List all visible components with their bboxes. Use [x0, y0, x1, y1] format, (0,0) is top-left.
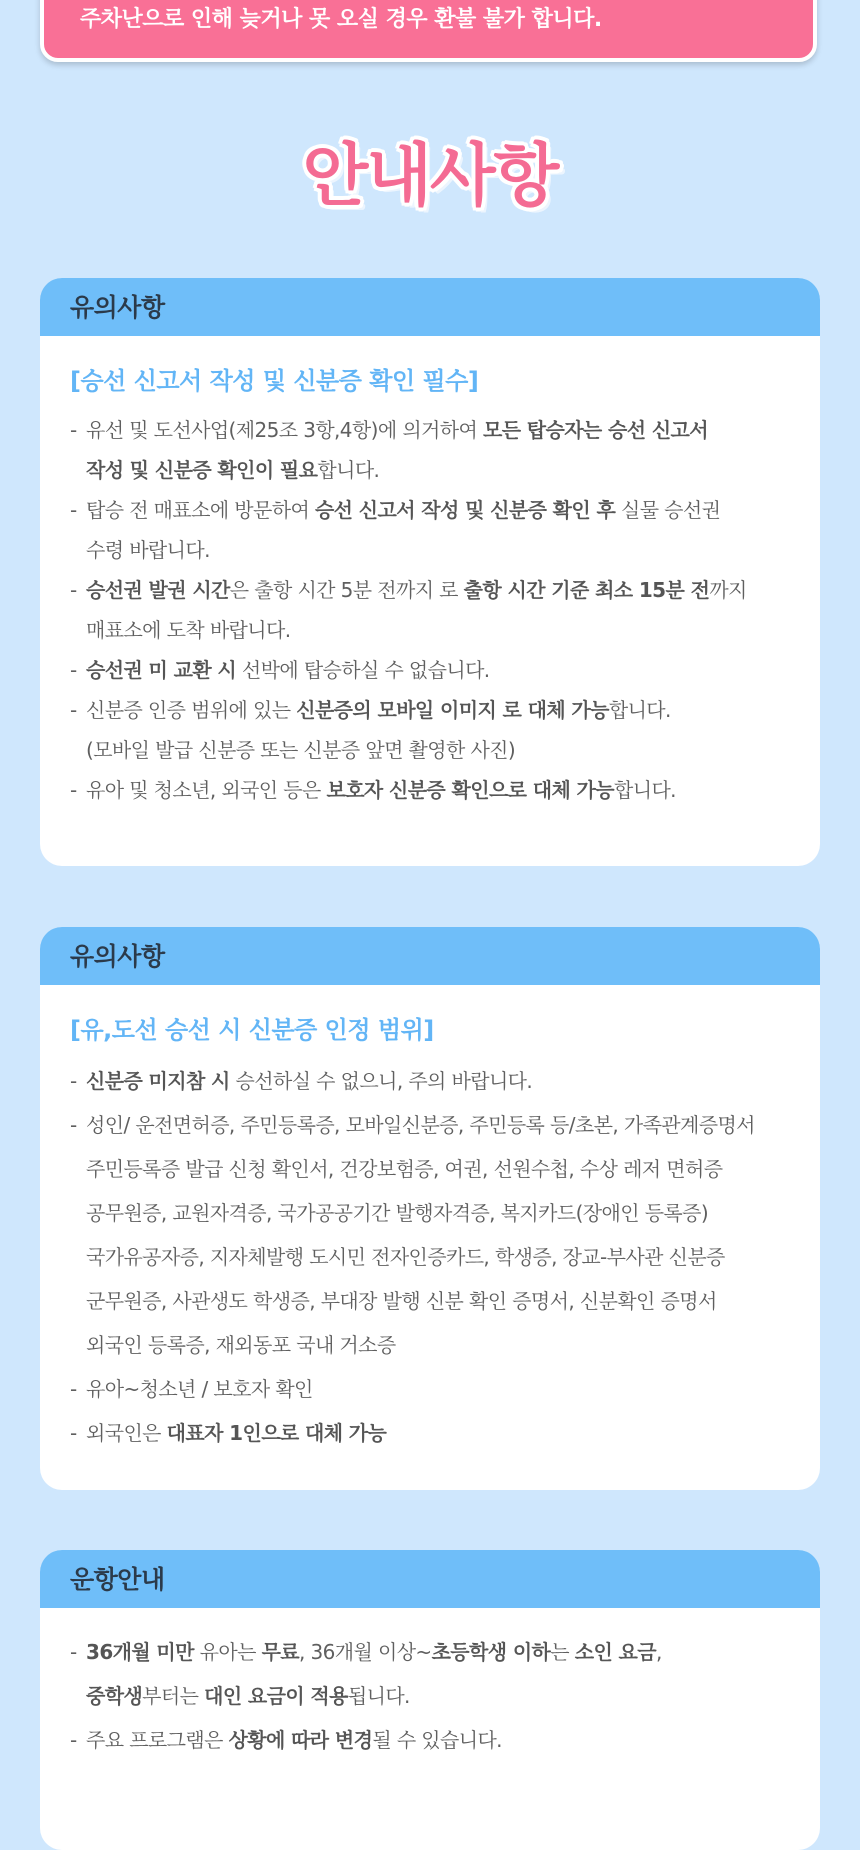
- body-text: 주요 프로그램은: [86, 1728, 229, 1752]
- card-header: 유의사항: [40, 278, 820, 336]
- body-text: 승선하실 수 없으니, 주의 바랍니다.: [229, 1069, 533, 1093]
- list-item-line: [86, 770, 790, 810]
- notice-list: [70, 410, 790, 810]
- list-item-line: [86, 1103, 790, 1147]
- bullet-dash: -: [70, 498, 77, 522]
- body-text: 매표소에 도착 바랍니다.: [86, 618, 291, 642]
- bullet-dash: -: [70, 778, 77, 802]
- body-text: 유선 및 도선사업(제25조 3항,4항)에 의거하여: [86, 418, 483, 442]
- bullet-dash: -: [70, 1069, 77, 1093]
- card-subtitle: [유,도선 승선 시 신분증 인정 범위]: [70, 1016, 434, 1044]
- card-subtitle: [승선 신고서 작성 및 신분증 확인 필수]: [70, 367, 479, 395]
- list-item-line: [86, 1674, 790, 1718]
- body-text: 군무원증, 사관생도 학생증, 부대장 발행 신분 확인 증명서, 신분확인 증명서: [86, 1289, 717, 1313]
- body-text: 유아~청소년 / 보호자 확인: [86, 1377, 313, 1401]
- list-item-line: [86, 1147, 790, 1191]
- list-item-line: [86, 570, 790, 610]
- list-item: [70, 490, 790, 570]
- emphasis-text: 초등학생 이하: [431, 1640, 551, 1664]
- list-item-line: [86, 650, 790, 690]
- list-item-line: [86, 1059, 790, 1103]
- list-item: [70, 1411, 790, 1455]
- emphasis-text: 무료: [261, 1640, 300, 1664]
- list-item-line: [86, 730, 790, 770]
- body-text: 는: [550, 1640, 575, 1664]
- list-item: [70, 1103, 790, 1367]
- bullet-dash: -: [70, 578, 77, 602]
- list-item: [70, 570, 790, 650]
- notice-card-id-scope: [40, 927, 820, 1490]
- bullet-dash: -: [70, 1640, 77, 1664]
- emphasis-text: 소인 요금: [574, 1640, 656, 1664]
- body-text: 선박에 탑승하실 수 없습니다.: [236, 658, 490, 682]
- list-item: [70, 410, 790, 490]
- list-item-line: [86, 1367, 790, 1411]
- emphasis-text: 출항 시간 기준 최소 15분 전: [463, 578, 710, 602]
- body-text: 외국인은: [86, 1421, 167, 1445]
- list-item: [70, 1059, 790, 1103]
- emphasis-text: 신분증의 모바일 이미지 로 대체 가능: [296, 698, 609, 722]
- list-item-line: [86, 450, 790, 490]
- emphasis-text: 승선권 미 교환 시: [86, 658, 237, 682]
- refund-notice-text: 주차난으로 인해 늦거나 못 오실 경우 환불 불가 합니다.: [80, 7, 602, 32]
- body-text: 실물 승선권: [615, 498, 721, 522]
- guide-heading: 안내사항: [302, 137, 558, 216]
- list-item: [70, 690, 790, 770]
- emphasis-text: 승선권 발권 시간: [86, 578, 230, 602]
- list-item-line: [86, 690, 790, 730]
- body-text: 탑승 전 매표소에 방문하여: [86, 498, 315, 522]
- emphasis-text: 대인 요금이 적용: [204, 1684, 348, 1708]
- body-text: 수령 바랍니다.: [86, 538, 210, 562]
- bullet-dash: -: [70, 1113, 77, 1137]
- body-text: 됩니다.: [347, 1684, 410, 1708]
- notice-list: [70, 1630, 790, 1762]
- body-text: 합니다.: [317, 458, 380, 482]
- list-item-line: [86, 1323, 790, 1367]
- emphasis-text: 대표자 1인으로 대체 가능: [166, 1421, 387, 1445]
- bullet-dash: -: [70, 658, 77, 682]
- body-text: 공무원증, 교원자격증, 국가공공기간 발행자격증, 복지카드(장애인 등록증): [86, 1201, 709, 1225]
- card-body: [40, 985, 820, 1455]
- list-item-line: [86, 1411, 790, 1455]
- body-text: 유아 및 청소년, 외국인 등은: [86, 778, 327, 802]
- card-body: [40, 336, 820, 810]
- list-item: [70, 650, 790, 690]
- list-item-line: [86, 410, 790, 450]
- body-text: , 36개월 이상~: [299, 1640, 432, 1664]
- list-item: [70, 1718, 790, 1762]
- body-text: 주민등록증 발급 신청 확인서, 건강보험증, 여권, 선원수첩, 수상 레저 면허증: [86, 1157, 723, 1181]
- body-text: (모바일 발급 신분증 또는 신분증 앞면 촬영한 사진): [86, 738, 516, 762]
- body-text: 국가유공자증, 지자체발행 도시민 전자인증카드, 학생증, 장교-부사관 신분증: [86, 1245, 725, 1269]
- card-body: [40, 1608, 820, 1762]
- body-text: 될 수 있습니다.: [372, 1728, 502, 1752]
- list-item-line: [86, 1718, 790, 1762]
- notice-list: [70, 1059, 790, 1455]
- operation-info-card: [40, 1550, 820, 1850]
- list-item-line: [86, 1279, 790, 1323]
- list-item: [70, 770, 790, 810]
- card-header: 유의사항: [40, 927, 820, 985]
- emphasis-text: 작성 및 신분증 확인이 필요: [86, 458, 318, 482]
- bullet-dash: -: [70, 1421, 77, 1445]
- emphasis-text: 보호자 신분증 확인으로 대체 가능: [326, 778, 615, 802]
- emphasis-text: 상황에 따라 변경: [228, 1728, 373, 1752]
- list-item-line: [86, 1630, 790, 1674]
- body-text: ,: [656, 1640, 662, 1664]
- card-header: 운항안내: [40, 1550, 820, 1608]
- emphasis-text: 신분증 미지참 시: [86, 1069, 230, 1093]
- list-item: [70, 1367, 790, 1411]
- body-text: 외국인 등록증, 재외동포 국내 거소증: [86, 1333, 396, 1357]
- body-text: 합니다.: [608, 698, 671, 722]
- bullet-dash: -: [70, 1728, 77, 1752]
- bullet-dash: -: [70, 418, 77, 442]
- list-item: [70, 1630, 790, 1718]
- notice-card-boarding-report: [40, 278, 820, 866]
- bullet-dash: -: [70, 1377, 77, 1401]
- body-text: 은 출항 시간 5분 전까지 로: [229, 578, 464, 602]
- list-item-line: [86, 490, 790, 530]
- emphasis-text: 모든 탑승자는 승선 신고서: [482, 418, 708, 442]
- list-item-line: [86, 530, 790, 570]
- body-text: 신분증 인증 범위에 있는: [86, 698, 297, 722]
- refund-notice-banner: [40, 0, 817, 62]
- body-text: 유아는: [193, 1640, 262, 1664]
- list-item-line: [86, 1235, 790, 1279]
- body-text: 성인/ 운전면허증, 주민등록증, 모바일신분증, 주민등록 등/초본, 가족관계증명서: [86, 1113, 755, 1137]
- body-text: 까지: [709, 578, 747, 602]
- emphasis-text: 중학생: [86, 1684, 143, 1708]
- body-text: 합니다.: [614, 778, 676, 802]
- list-item-line: [86, 610, 790, 650]
- emphasis-text: 승선 신고서 작성 및 신분증 확인 후: [314, 498, 616, 522]
- emphasis-text: 36개월 미만: [86, 1640, 194, 1664]
- body-text: 부터는: [142, 1684, 205, 1708]
- bullet-dash: -: [70, 698, 77, 722]
- list-item-line: [86, 1191, 790, 1235]
